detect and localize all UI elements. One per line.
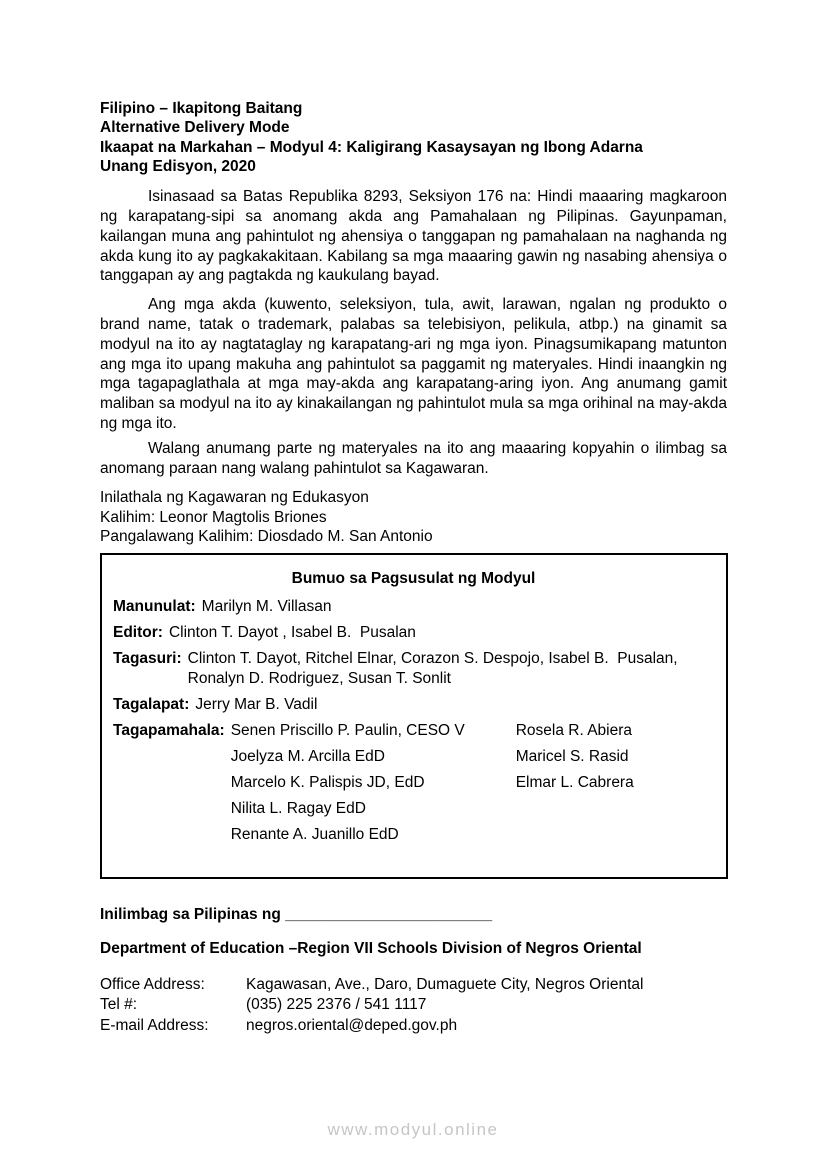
- office-address-label: Office Address:: [100, 975, 205, 993]
- writer-value: Marilyn M. Villasan: [201, 598, 332, 616]
- printed-in-line: [100, 905, 727, 925]
- management-name-right: [516, 799, 714, 819]
- management-name-right: Maricel S. Rasid: [515, 747, 629, 765]
- writer-label: Manunulat:: [113, 598, 196, 616]
- header-line-subject: Filipino – Ikapitong Baitang: [100, 100, 303, 117]
- reviewer-value: Clinton T. Dayot, Ritchel Elnar, Corazon S. Despojo, Isabel B. Pusalan, Ronalyn D. Rodriguez, Susan T. Sonlit: [187, 650, 682, 687]
- management-row: [231, 721, 714, 741]
- module-header: [100, 99, 727, 176]
- header-line-edition: Unang Edisyon, 2020: [100, 157, 256, 175]
- management-name-right: Rosela R. Abiera: [515, 721, 633, 739]
- management-row: [231, 747, 714, 767]
- editor-entry: [113, 623, 714, 643]
- copyright-paragraph-2: Ang mga akda (kuwento, seleksiyon, tula, awit, larawan, ngalan ng produkto o brand name, tatak o trademark, palabas sa telebisiyon, pelikula, atbp.) na ginamit sa modyul na ito ay nagtataglay ng karapatang-ari ng mga iyon. Pinagsumikapang matunton ang mga ito upang makuha ang pahintulot sa paggamit ng materyales. Hindi inaangkin ng mga tagapaglathala at mga may-akda ang karapatang-aring iyon. Ang anumang gamit maliban sa modyul na ito ay kinakailangan ng pahintulot mula sa mga orihinal na may-akda ng mga ito.: [100, 296, 727, 432]
- box-title: Bumuo sa Pagsusulat ng Modyul: [291, 569, 536, 587]
- email-label: E-mail Address:: [100, 1016, 209, 1034]
- undersecretary-line: Pangalawang Kalihim: Diosdado M. San Antonio: [100, 528, 433, 546]
- office-address-row: [100, 975, 727, 996]
- management-name-left: Marcelo K. Palispis JD, EdD: [230, 773, 425, 791]
- division-line: Department of Education –Region VII Schools Division of Negros Oriental: [100, 940, 642, 958]
- editor-value: Clinton T. Dayot , Isabel B. Pusalan: [168, 624, 416, 642]
- writer-entry: [113, 597, 714, 617]
- header-line-module-title: Ikaapat na Markahan – Modyul 4: Kaligirang Kasaysayan ng Ibong Adarna: [100, 138, 643, 156]
- email-row: [100, 1016, 727, 1037]
- management-row: [231, 799, 714, 819]
- management-row: [231, 825, 714, 845]
- contact-block: [100, 975, 727, 1037]
- header-line-mode: Alternative Delivery Mode: [100, 119, 290, 137]
- site-watermark: www.modyul.online: [327, 1120, 499, 1139]
- telephone-value: (035) 225 2376 / 541 1117: [246, 996, 427, 1014]
- office-address-value: Kagawasan, Ave., Daro, Dumaguete City, Negros Oriental: [246, 975, 644, 993]
- management-label: Tagapamahala:: [113, 721, 225, 739]
- reviewer-label: Tagasuri:: [113, 650, 182, 668]
- copyright-paragraph-1: Isinasaad sa Batas Republika 8293, Seksiyon 176 na: Hindi maaaring magkaroon ng karapatang-sipi sa anomang akda ang Pamahalaan ng Pilipinas. Gayunpaman, kailangan muna ang pahintulot ng ahensiya o tanggapan ng pamahalaan na naghanda ng akda kung ito ay pagkakakitaan. Kabilang sa mga maaaring gawin ng nasabing ahensiya o tanggapan ay ang pagtakda ng kaukulang bayad.: [100, 188, 727, 285]
- management-name-left: Joelyza M. Arcilla EdD: [230, 747, 385, 765]
- management-name-left: Renante A. Juanillo EdD: [230, 825, 399, 843]
- management-name-left: Nilita L. Ragay EdD: [230, 799, 366, 817]
- management-row: [231, 773, 714, 793]
- layout-artist-label: Tagalapat:: [113, 695, 190, 713]
- copyright-paragraph-3: Walang anumang parte ng materyales na ito ang maaaring kopyahin o ilimbag sa anomang paraan nang walang pahintulot sa Kagawaran.: [100, 439, 727, 477]
- reviewer-entry: [113, 649, 714, 688]
- printed-in-label: Inilimbag sa Pilipinas ng: [100, 905, 281, 923]
- printed-in-blank: ________________________: [285, 905, 493, 923]
- management-entry: [113, 721, 714, 851]
- management-names: [231, 721, 714, 851]
- management-name-right: Elmar L. Cabrera: [515, 773, 634, 791]
- editor-label: Editor:: [113, 624, 163, 642]
- telephone-label: Tel #:: [100, 996, 138, 1014]
- layout-artist-entry: [113, 695, 714, 715]
- development-team-box: [100, 553, 728, 879]
- management-name-left: Senen Priscillo P. Paulin, CESO V: [230, 721, 465, 739]
- layout-artist-value: Jerry Mar B. Vadil: [195, 695, 318, 713]
- management-name-right: [516, 825, 714, 845]
- telephone-row: [100, 995, 727, 1016]
- publisher-line: Inilathala ng Kagawaran ng Edukasyon: [100, 489, 369, 507]
- publisher-block: [100, 488, 727, 547]
- page-content: [100, 99, 727, 1036]
- secretary-line: Kalihim: Leonor Magtolis Briones: [100, 508, 327, 526]
- email-value: negros.oriental@deped.gov.ph: [246, 1016, 458, 1034]
